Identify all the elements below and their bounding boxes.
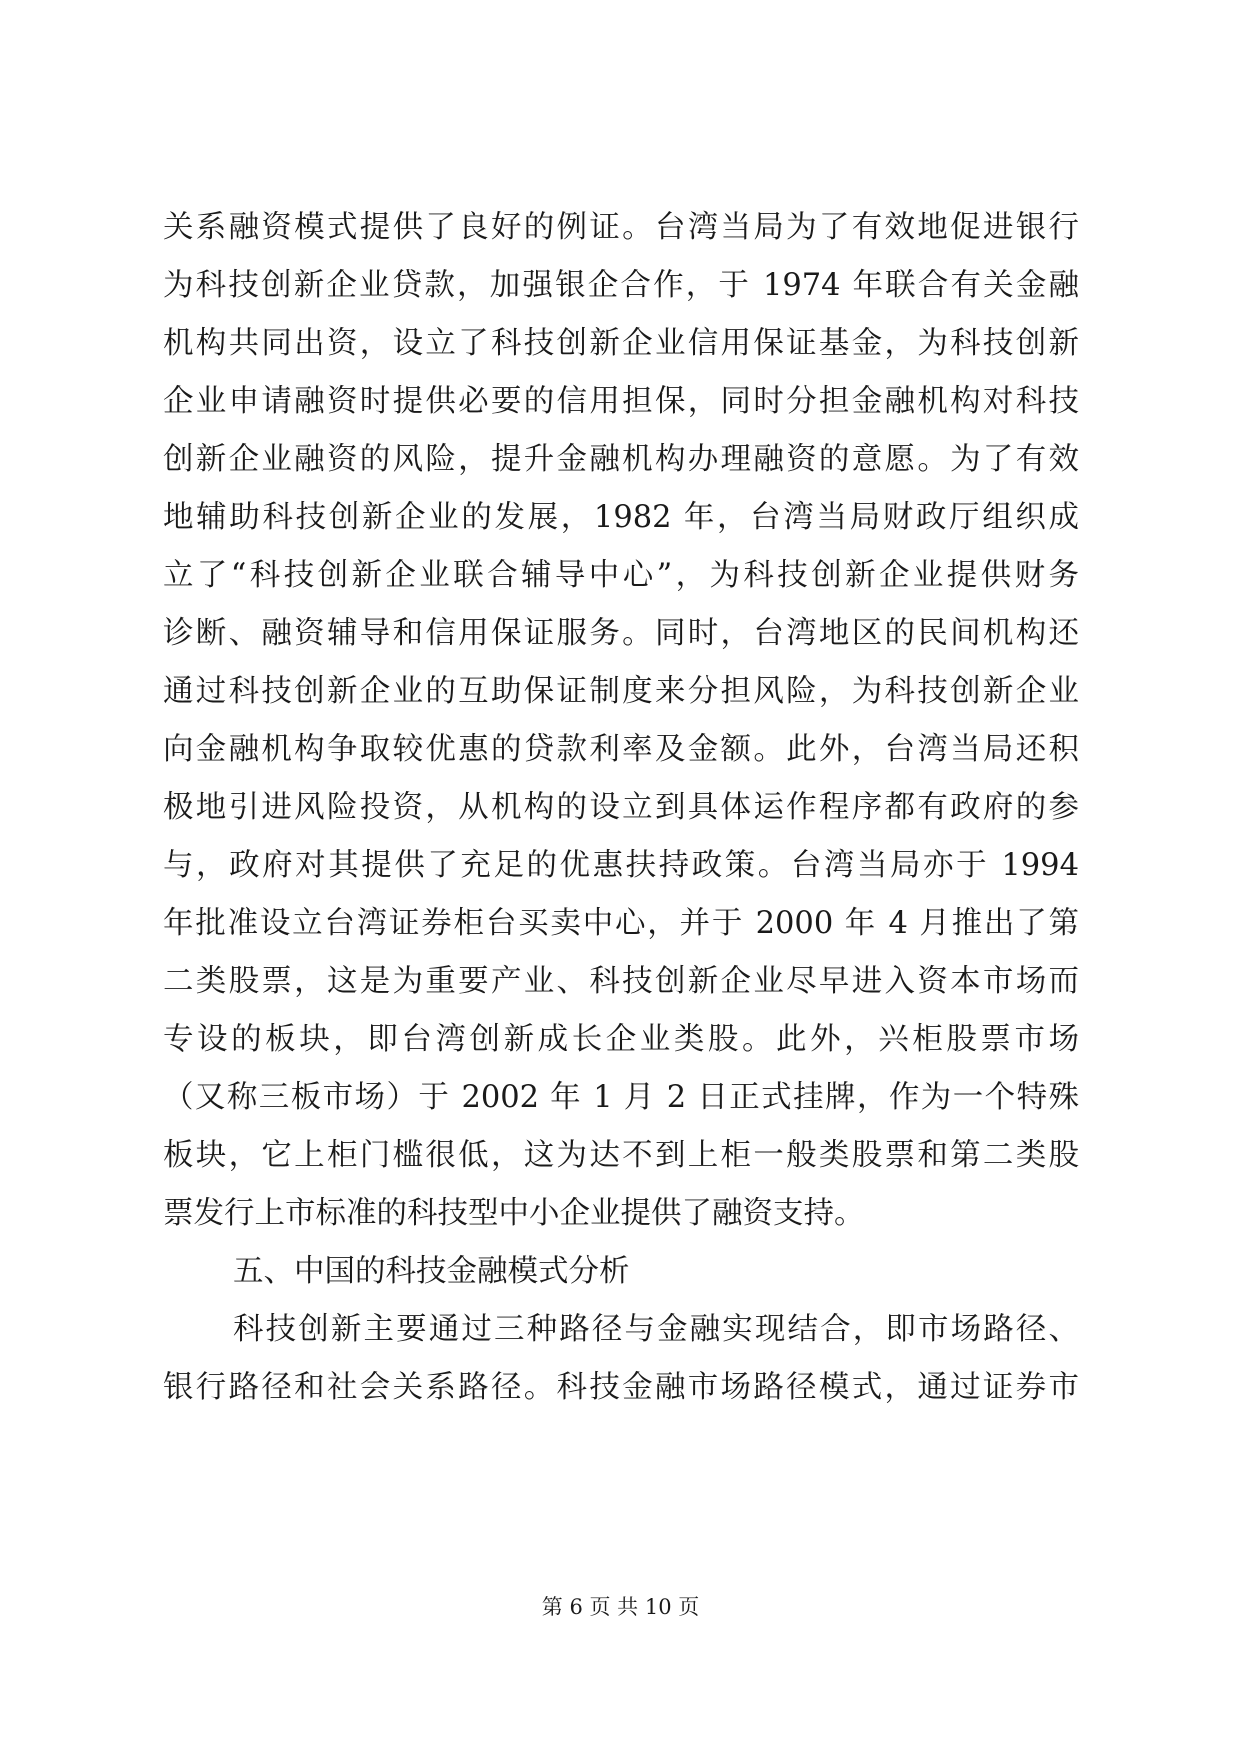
body-line: 立了“科技创新企业联合辅导中心”，为科技创新企业提供财务 [163,558,1079,593]
body-line: 科技创新主要通过三种路径与金融实现结合，即市场路径、 [233,1312,1079,1347]
body-line: 向金融机构争取较优惠的贷款利率及金额。此外，台湾当局还积 [163,732,1079,767]
section-heading: 五、中国的科技金融模式分析 [233,1254,630,1289]
body-line: 地辅助科技创新企业的发展，1982 年，台湾当局财政厅组织成 [163,500,1079,535]
body-line: 创新企业融资的风险，提升金融机构办理融资的意愿。为了有效 [163,442,1079,477]
body-line: 银行路径和社会关系路径。科技金融市场路径模式，通过证券市 [163,1370,1079,1405]
body-line: 关系融资模式提供了良好的例证。台湾当局为了有效地促进银行 [163,210,1079,245]
body-line: 极地引进风险投资，从机构的设立到具体运作程序都有政府的参 [163,790,1079,825]
body-line: 企业申请融资时提供必要的信用担保，同时分担金融机构对科技 [163,384,1079,419]
body-line: 二类股票，这是为重要产业、科技创新企业尽早进入资本市场而 [163,964,1079,999]
body-line: （又称三板市场）于 2002 年 1 月 2 日正式挂牌，作为一个特殊 [163,1080,1079,1115]
body-line: 诊断、融资辅导和信用保证服务。同时，台湾地区的民间机构还 [163,616,1079,651]
body-line: 为科技创新企业贷款，加强银企合作，于 1974 年联合有关金融 [163,268,1079,303]
body-line: 年批准设立台湾证券柜台买卖中心，并于 2000 年 4 月推出了第 [163,906,1079,941]
body-line: 专设的板块，即台湾创新成长企业类股。此外，兴柜股票市场 [163,1022,1079,1057]
body-line: 票发行上市标准的科技型中小企业提供了融资支持。 [163,1196,865,1231]
page-number-footer: 第 6 页 共 10 页 [541,1595,700,1619]
body-line: 通过科技创新企业的互助保证制度来分担风险，为科技创新企业 [163,674,1079,709]
body-line: 与，政府对其提供了充足的优惠扶持政策。台湾当局亦于 1994 [163,848,1079,883]
body-line: 板块，它上柜门槛很低，这为达不到上柜一般类股票和第二类股 [163,1138,1079,1173]
body-line: 机构共同出资，设立了科技创新企业信用保证基金，为科技创新 [163,326,1079,361]
